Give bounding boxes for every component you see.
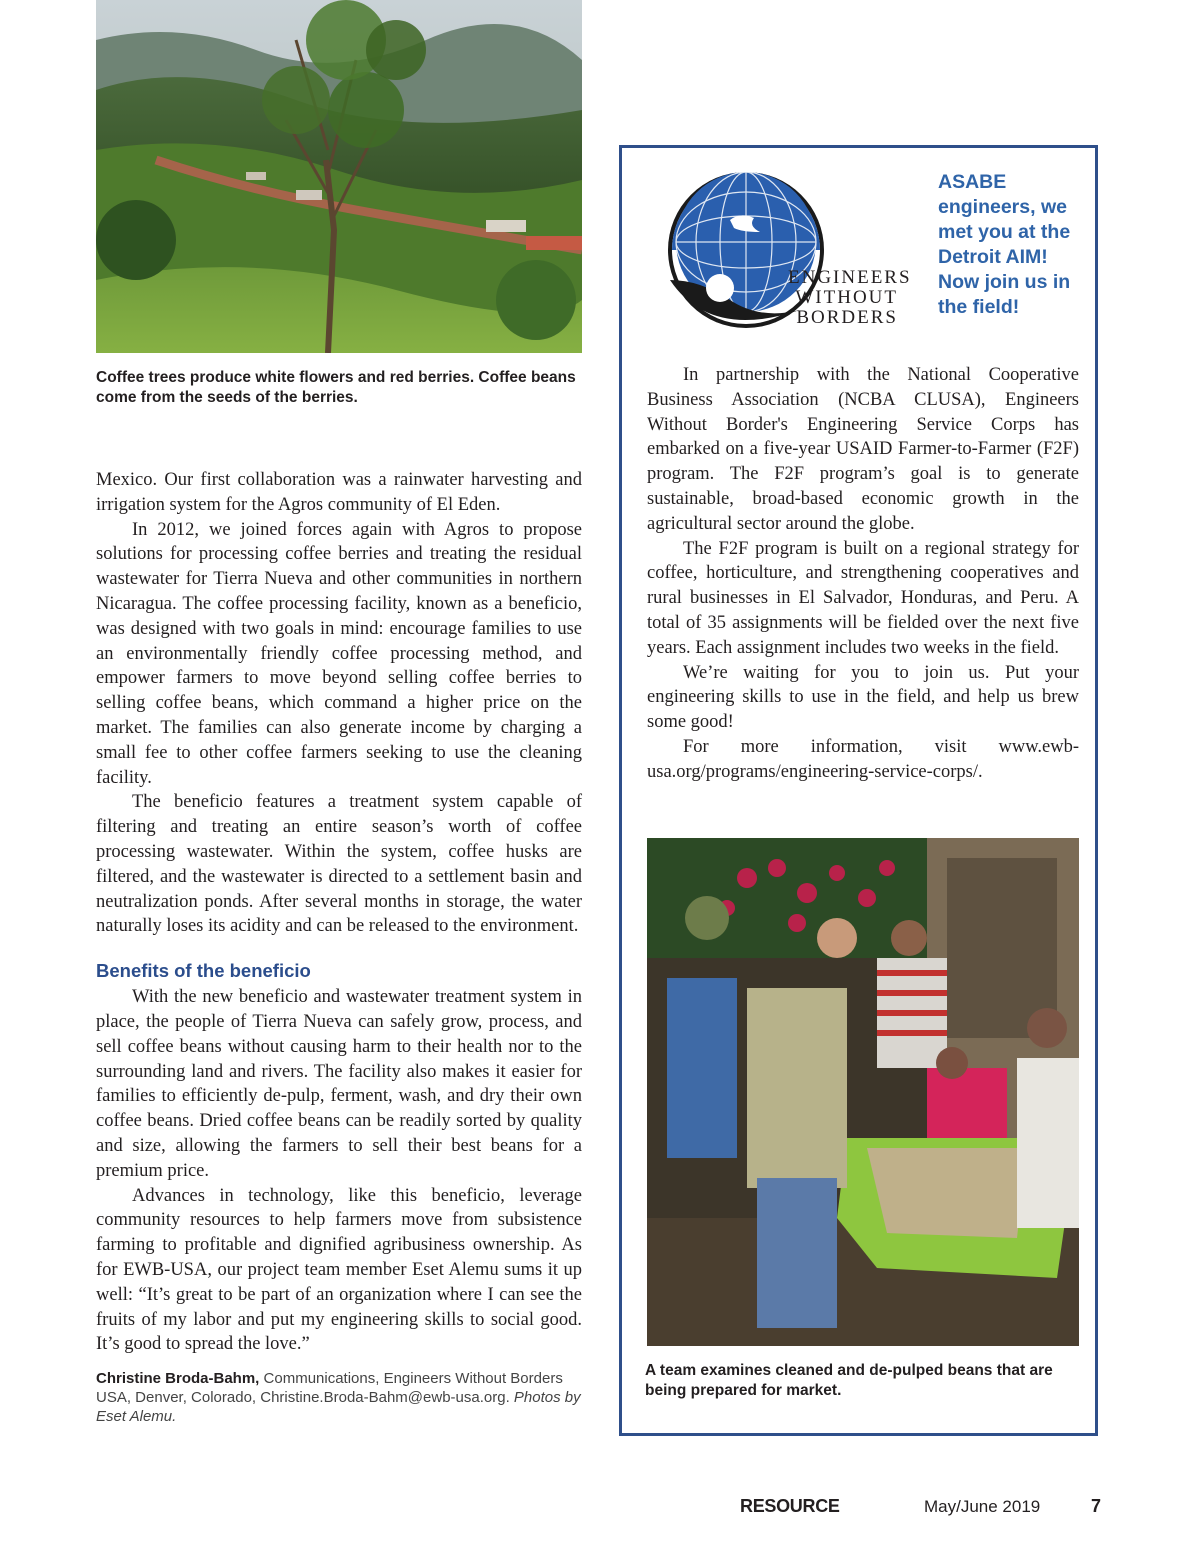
article-paragraph: With the new beneficio and wastewater treatment system in place, the people of Tierra Nueva can safely grow, process, and sell coffee beans without causing harm to their health nor to the surrounding land and rivers. The facility also makes it easier for families to efficiently de-pulp, ferment, wash, and dry their own coffee beans. Dried coffee beans can be readily sorted by quality and size, allowing the farmers to sell their best beans for a premium price. [96, 987, 582, 1181]
article-paragraph: In 2012, we joined forces again with Agros to propose solutions for processing coffee berries and treating the residual wastewater for Tierra Nueva and other communities in northern Nicaragua. The coffee processing facility, known as a beneficio, was designed with two goals in mind: encourage families to use an environmentally friendly coffee processing method, and empower farmers to move beyond selling coffee berries to selling coffee beans, which command a higher price on the market. The families can also generate income by charging a small fee to other coffee farmers seeking to use the cleaning facility. [96, 519, 582, 788]
asabe-callout: ASABE engineers, we met you at the Detroit AIM! Now join us in the field! [938, 171, 1071, 318]
article-column [96, 468, 582, 1426]
ewb-logo [650, 170, 912, 340]
sidebar-box [619, 145, 1098, 1436]
top-photo-caption: Coffee trees produce white flowers and red berries. Coffee beans come from the seeds of the berries. [96, 369, 576, 406]
team-photo [647, 838, 1079, 1346]
logo-line: WITHOUT [795, 287, 898, 308]
article-paragraph: Advances in technology, like this beneficio, leverage community resources to help farmers move from subsistence farming to profitable and dignified agribusiness ownership. As for EWB-USA, our project team member Eset Alemu sums it up well: “It’s great to be part of an organization where I can see the fruits of my labor and put my engineering skills to social good. It’s good to spread the love.” [96, 1185, 582, 1355]
sidebar-paragraph: We’re waiting for you to join us. Put your engineering skills to use in the field, and help us brew some good! [647, 662, 1079, 733]
section-subhead: Benefits of the beneficio [96, 960, 311, 982]
coffee-tree-photo [96, 0, 582, 353]
article-benefits [96, 985, 582, 1357]
page-number: 7 [1091, 1496, 1102, 1516]
logo-line: ENGINEERS [788, 267, 912, 288]
author-byline [96, 1369, 582, 1426]
sidebar-paragraph: In partnership with the National Cooperative Business Association (NCBA CLUSA), Engineers Without Border's Engineering Service Corps has embarked on a five-year USAID Farmer-to-Farmer (F2F) program. The F2F program’s goal is to generate sustainable, broad-based economic growth in the agricultural sector around the globe. [647, 365, 1079, 534]
sidebar-text [647, 363, 1079, 785]
author-details: Communications, Engineers Without Borders USA, Denver, Colorado, Christine.Broda-Bahm@ewb-usa.org. [96, 1370, 563, 1407]
sidebar-paragraph: For more information, visit www.ewb-usa.org/programs/engineering-service-corps/. [647, 736, 1079, 782]
sidebar-paragraph: The F2F program is built on a regional strategy for coffee, horticulture, and strengthening cooperatives and rural businesses in El Salvador, Honduras, and Peru. A total of 35 assignments will be fielded over the next five years. Each assignment includes two weeks in the field. [647, 538, 1079, 658]
team-photo-caption: A team examines cleaned and de-pulped beans that are being prepared for market. [645, 1362, 1053, 1399]
article-intro [96, 468, 582, 939]
logo-line: BORDERS [796, 307, 898, 328]
article-paragraph: Mexico. Our first collaboration was a rainwater harvesting and irrigation system for the Agros community of El Eden. [96, 470, 582, 515]
author-name: Christine Broda-Bahm, [96, 1370, 260, 1388]
ewb-logo-text [788, 267, 912, 328]
issue-date: May/June 2019 [924, 1497, 1041, 1516]
article-paragraph: The beneficio features a treatment system capable of filtering and treating an entire season’s worth of coffee processing wastewater. Within the system, coffee husks are filtered, and the wastewater is directed to a settlement basin and neutralization ponds. After several months in storage, the water naturally loses its acidity and can be released to the environment. [96, 792, 582, 937]
magazine-title: RESOURCE [740, 1496, 840, 1516]
photo-credit: Photos by Eset Alemu. [96, 1389, 581, 1426]
